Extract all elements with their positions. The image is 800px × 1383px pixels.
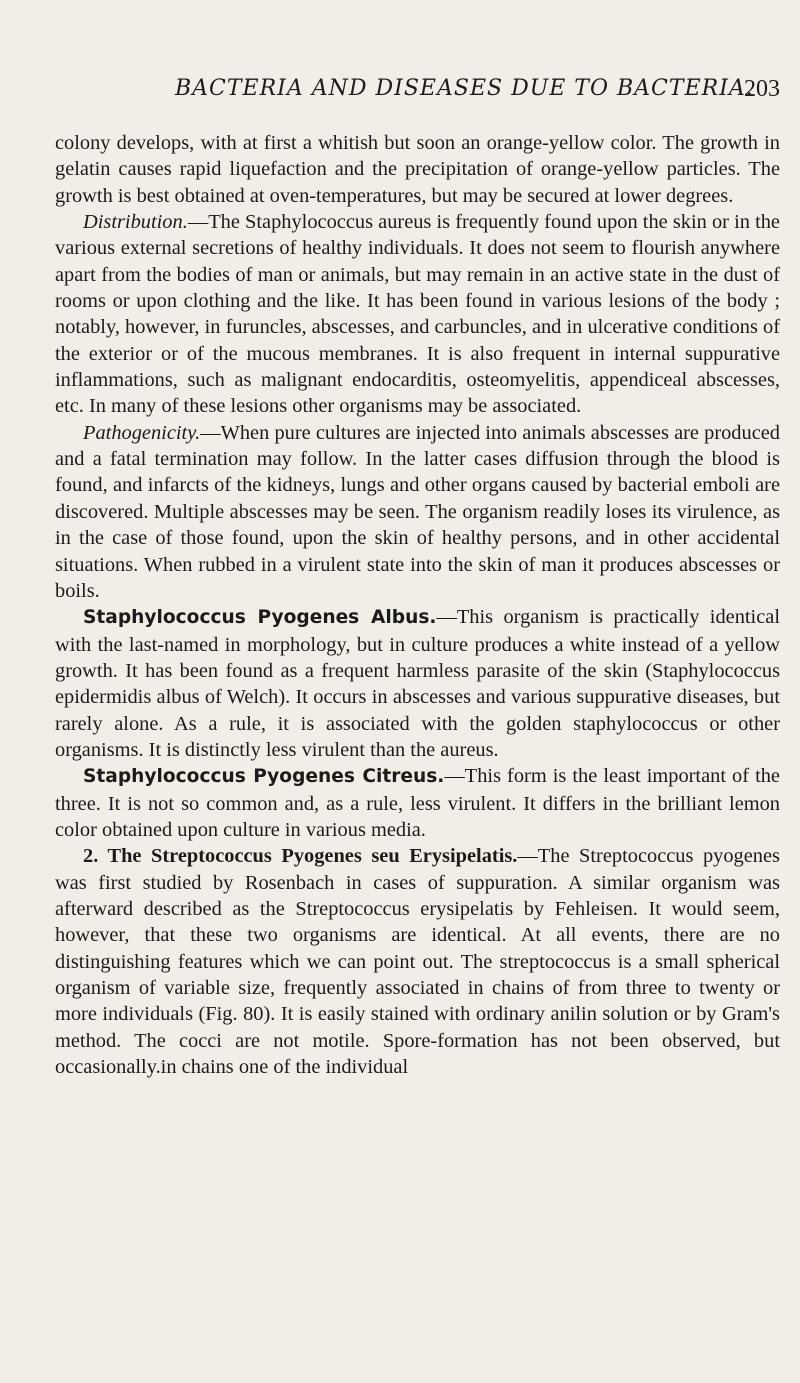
paragraph-streptococcus xyxy=(55,843,780,1080)
body-text xyxy=(55,130,780,1080)
paragraph-text: —This organism is practically identical with the last-named in morphology, but in culture produces a white instead of a yellow growth. It has been found as a frequent harmless parasite of the skin (Staphylococcus epidermidis albus of Welch). It occurs in abscesses and various suppurative diseases, but rarely alone. As a rule, it is associated with the golden staphylococcus or other organisms. It is distinctly less virulent than the aureus. xyxy=(55,606,780,761)
paragraph-text: colony develops, with at first a whitish but soon an orange-yellow color. The growth in gelatin causes rapid liquefaction and the precipitation of orange-yellow particles. The growth is best obtained at oven-temperatures, but may be secured at lower degrees. xyxy=(55,132,780,207)
running-head: BACTERIA AND DISEASES DUE TO BACTERIA. xyxy=(175,76,754,101)
section-heading-citreus: Staphylococcus Pyogenes Citreus. xyxy=(83,766,445,788)
paragraph-text: —The Streptococcus pyogenes was first studied by Rosenbach in cases of suppuration. A similar organism was afterward described as the Streptococcus erysipelatis by Fehleisen. It would seem, however, that these two organisms are identical. At all events, there are no distinguishing features which we can point out. The streptococcus is a small spherical organism of variable size, frequently associated in chains of from three to twenty or more individuals (Fig. 80). It is easily stained with ordinary anilin solution or by Gram's method. The cocci are not motile. Spore-formation has not been observed, but occasionally.in chains one of the individual xyxy=(55,845,780,1079)
paragraph-citreus xyxy=(55,763,780,843)
paragraph-albus xyxy=(55,604,780,763)
paragraph-text: —When pure cultures are injected into animals abscesses are produced and a fatal termination may follow. In the latter cases diffusion through the blood is found, and infarcts of the kidneys, lungs and other organs caused by bacterial emboli are discovered. Multiple abscesses may be seen. The organism readily loses its virulence, as in the case of those found, upon the skin of healthy persons, and in other accidental situations. When rubbed in a virulent state into the skin of man it produces abscesses or boils. xyxy=(55,421,780,602)
paragraph-text: —The Staphylococcus aureus is frequently found upon the skin or in the various external secretions of healthy individuals. It does not seem to flourish anywhere apart from the bodies of man or animals, but may remain in an active state in the dust of rooms or upon clothing and the like. It has been found in various lesions of the body ; notably, however, in furuncles, abscesses, and carbuncles, and in ulcerative conditions of the exterior or of the mucous membranes. It is also frequent in internal suppurative inflammations, such as malignant endocarditis, osteomyelitis, appendiceal abscesses, etc. In many of these lesions other organisms may be associated. xyxy=(55,211,780,418)
paragraph-colony xyxy=(55,130,780,209)
section-heading-streptococcus: 2. The Streptococcus Pyogenes seu Erysipelatis. xyxy=(83,845,518,868)
section-heading-albus: Staphylococcus Pyogenes Albus. xyxy=(83,607,437,629)
paragraph-pathogenicity xyxy=(55,420,780,604)
page-header xyxy=(0,76,800,116)
paragraph-text: —This form is the least important of the three. It is not so common and, as a rule, less virulent. It differs in the brilliant lemon color obtained upon culture in various media. xyxy=(55,765,780,841)
section-heading-distribution: Distribution. xyxy=(83,211,188,234)
page-number: 203 xyxy=(744,76,780,102)
section-heading-pathogenicity: Pathogenicity. xyxy=(83,421,201,444)
paragraph-distribution xyxy=(55,209,780,420)
